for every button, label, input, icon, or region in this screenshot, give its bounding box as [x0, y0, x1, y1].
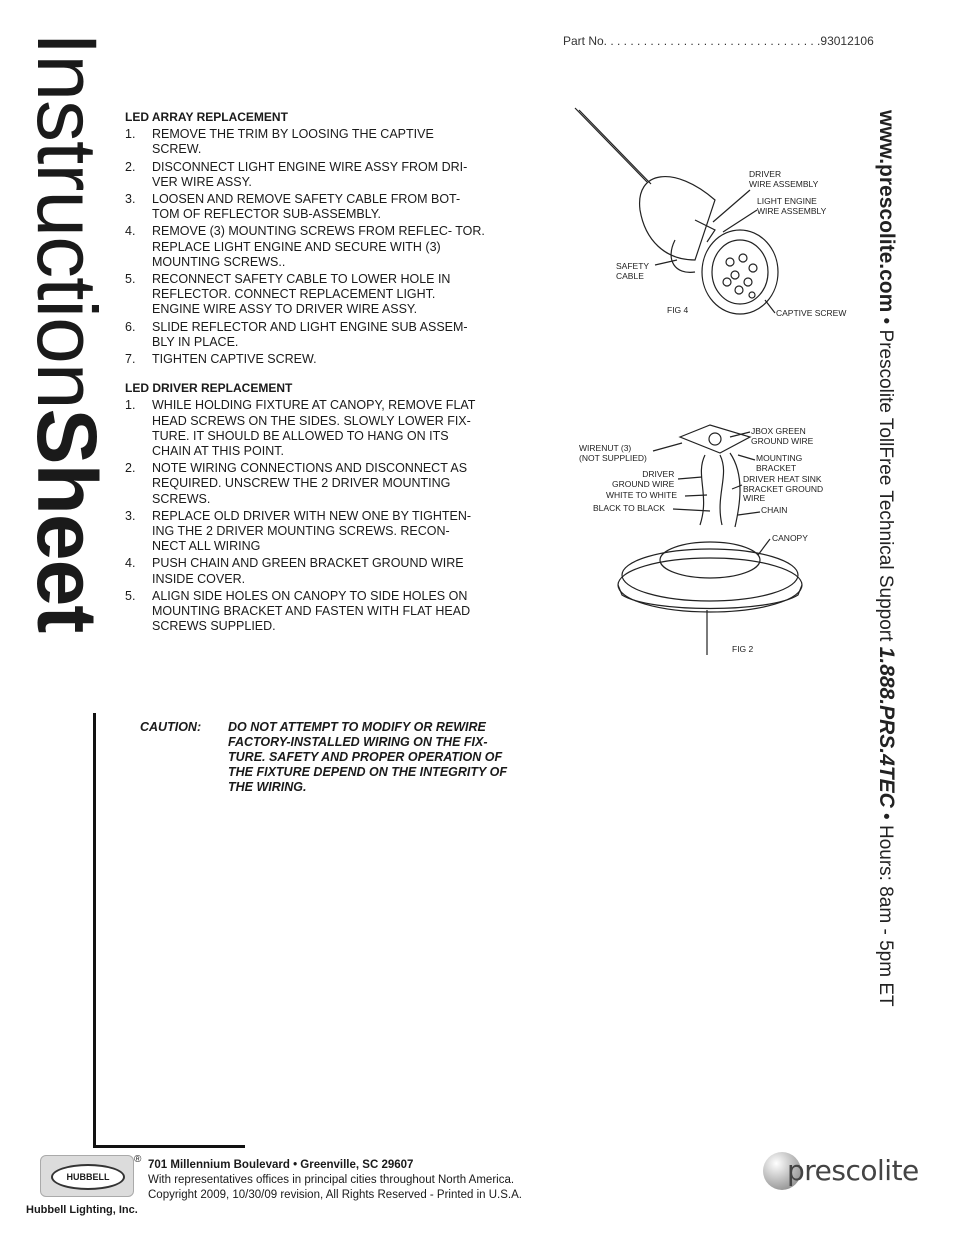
- step-text: PUSH CHAIN AND GREEN BRACKET GROUND WIRE INSIDE COVER.: [152, 556, 464, 586]
- step-number: 1.: [125, 398, 136, 413]
- label-chain: CHAIN: [761, 505, 788, 515]
- step-item: [125, 272, 485, 318]
- banner-word-instruction: Instruction: [20, 32, 114, 409]
- step-text: ALIGN SIDE HOLES ON CANOPY TO SIDE HOLES ON MOUNTING BRACKET AND FASTEN WITH FLAT HEAD SCREWS SUPPLIED.: [152, 588, 471, 634]
- suspension-cable: [575, 108, 647, 182]
- step-number: 2.: [125, 461, 136, 476]
- led: [735, 286, 743, 294]
- step-number: 3.: [125, 192, 136, 207]
- step-number: 4.: [125, 556, 136, 571]
- figure-2-caption: FIG 2: [732, 644, 754, 654]
- label-canopy: CANOPY: [772, 533, 808, 543]
- chain-wire: [730, 453, 740, 527]
- step-text: REMOVE THE TRIM BY LOOSING THE CAPTIVE SCREW.: [152, 127, 434, 157]
- frame-vertical-rule: [93, 713, 96, 1148]
- led: [723, 278, 731, 286]
- step-item: [125, 461, 485, 507]
- hubbell-logo: [40, 1155, 134, 1197]
- label-wirenut: WIRENUT (3) (NOT SUPPLIED): [579, 443, 647, 463]
- footer-address: 701 Millennium Boulevard • Greenville, SC 29607: [148, 1159, 414, 1171]
- label-white-to-white: WHITE TO WHITE: [606, 490, 677, 500]
- website-url[interactable]: www.prescolite.com: [875, 110, 898, 313]
- prescolite-logo: [763, 1150, 919, 1195]
- instructions: [125, 110, 485, 637]
- step-text: NOTE WIRING CONNECTIONS AND DISCONNECT AS REQUIRED. UNSCREW THE 2 DRIVER MOUNTING SCREWS.: [152, 461, 468, 506]
- canopy-rim: [618, 558, 802, 612]
- footer-address-block: [148, 1158, 522, 1203]
- step-item: [125, 352, 485, 367]
- leader-black: [673, 509, 710, 511]
- bullet-separator: •: [875, 312, 896, 330]
- label-mounting-bracket: MOUNTING BRACKET: [756, 453, 803, 473]
- part-number-line: [563, 34, 874, 48]
- hubbell-company-name: Hubbell Lighting, Inc.: [26, 1204, 138, 1216]
- driver-wire: [720, 455, 724, 525]
- step-text: LOOSEN AND REMOVE SAFETY CABLE FROM BOT- TOM OF REFLECTOR SUB-ASSEMBLY.: [152, 192, 461, 222]
- caution-text: DO NOT ATTEMPT TO MODIFY OR REWIRE FACTORY-INSTALLED WIRING ON THE FIX- TURE. SAFETY AND PROPER OPERATION OF THE FIXTURE DEPEND ON THE INTEGRITY OF THE WIRING.: [228, 720, 507, 794]
- label-captive-screw: CAPTIVE SCREW: [776, 308, 847, 318]
- step-item: [125, 160, 485, 190]
- led: [739, 254, 747, 262]
- step-number: 5.: [125, 272, 136, 287]
- figure-4-pendant: [565, 100, 855, 330]
- step-number: 1.: [125, 127, 136, 142]
- banner-word-sheet: Sheet: [20, 408, 114, 633]
- leader-captive-screw: [765, 300, 775, 313]
- step-text: RECONNECT SAFETY CABLE TO LOWER HOLE IN REFLECTOR. CONNECT REPLACEMENT LIGHT. ENGINE WIRE ASSY TO DRIVER WIRE ASSY.: [152, 272, 451, 317]
- footer-copyright: Copyright 2009, 10/30/09 revision, All Rights Reserved - Printed in U.S.A.: [148, 1189, 522, 1201]
- label-driver-wire-assembly: DRIVER WIRE ASSEMBLY: [749, 169, 819, 189]
- leader-light-engine: [723, 210, 757, 232]
- led: [749, 292, 755, 298]
- step-item: [125, 192, 485, 222]
- led: [726, 258, 734, 266]
- label-light-engine-wire-assembly: LIGHT ENGINE WIRE ASSEMBLY: [757, 196, 827, 216]
- support-phone: 1.888.PRS.4TEC: [875, 646, 898, 808]
- label-driver-ground-wire: DRIVER GROUND WIRE: [612, 469, 675, 489]
- step-text: TIGHTEN CAPTIVE SCREW.: [152, 352, 317, 367]
- led-array-title: LED ARRAY REPLACEMENT: [125, 110, 288, 124]
- banner-title: [22, 32, 112, 632]
- registered-mark: ®: [134, 1154, 142, 1165]
- leader-chain: [738, 512, 760, 515]
- step-item: [125, 320, 485, 350]
- led: [744, 278, 752, 286]
- label-safety-cable: SAFETY CABLE: [616, 261, 650, 281]
- step-number: 4.: [125, 224, 136, 239]
- step-number: 7.: [125, 352, 136, 367]
- leader-driver-ground: [678, 477, 702, 479]
- leader-driver: [713, 190, 750, 222]
- part-number-label: Part No.: [563, 34, 608, 48]
- label-jbox-green-ground-wire: JBOX GREEN GROUND WIRE: [751, 426, 814, 446]
- led: [731, 271, 739, 279]
- step-item: [125, 224, 485, 270]
- step-item: [125, 556, 485, 586]
- support-strip: [866, 110, 906, 1160]
- step-text: REMOVE (3) MOUNTING SCREWS FROM REFLEC- TOR. REPLACE LIGHT ENGINE AND SECURE WITH (3) MOUNTING SCREWS..: [152, 224, 485, 269]
- led-array-steps: [125, 127, 485, 367]
- label-driver-heat-sink-ground-wire: DRIVER HEAT SINK BRACKET GROUND WIRE: [743, 474, 824, 503]
- support-hours: Hours: 8am - 5pm ET: [875, 825, 896, 1007]
- step-text: SLIDE REFLECTOR AND LIGHT ENGINE SUB ASSEM- BLY IN PLACE.: [152, 319, 468, 349]
- instruction-sheet-banner: [22, 32, 112, 732]
- step-item: [125, 509, 485, 555]
- leader-wirenut: [653, 443, 682, 451]
- leader-canopy: [758, 539, 770, 555]
- footer-representatives: With representatives offices in principal cities throughout North America.: [148, 1174, 515, 1186]
- part-number-value: 93012106: [820, 34, 874, 48]
- step-text: REPLACE OLD DRIVER WITH NEW ONE BY TIGHTEN- ING THE 2 DRIVER MOUNTING SCREWS. RECON- NECT ALL WIRING: [152, 508, 472, 554]
- frame-horizontal-rule: [93, 1145, 245, 1148]
- step-item: [125, 589, 485, 635]
- driver-wire: [700, 455, 705, 525]
- hubbell-logo-mark: HUBBELL: [51, 1164, 125, 1190]
- label-black-to-black: BLACK TO BLACK: [593, 503, 665, 513]
- support-label: Prescolite TollFree Technical Support: [875, 329, 896, 647]
- caution-notice: [140, 720, 520, 795]
- figure-4-caption: FIG 4: [667, 305, 689, 315]
- figure-2-canopy: [570, 415, 860, 665]
- leader-bracket: [738, 455, 755, 460]
- step-item: [125, 127, 485, 157]
- canopy-top: [622, 549, 798, 601]
- step-number: 5.: [125, 588, 136, 603]
- step-number: 3.: [125, 508, 136, 523]
- step-item: [125, 398, 485, 459]
- step-number: 2.: [125, 159, 136, 174]
- bullet-separator: •: [875, 807, 896, 825]
- jbox-hole: [709, 433, 721, 445]
- step-text: WHILE HOLDING FIXTURE AT CANOPY, REMOVE FLAT HEAD SCREWS ON THE SIDES. SLOWLY LOWER FIX- TURE. IT SHOULD BE ALLOWED TO HANG ON ITS CHAIN AT THIS POINT.: [152, 398, 476, 459]
- part-number-leader: . . . . . . . . . . . . . . . . . . . . . . . . . . . . . . . .: [607, 34, 821, 48]
- step-text: DISCONNECT LIGHT ENGINE WIRE ASSY FROM DRI- VER WIRE ASSY.: [152, 159, 468, 189]
- support-strip-text: [865, 110, 906, 1007]
- canopy-base: [618, 585, 802, 609]
- prescolite-wordmark: prescolite: [787, 1154, 919, 1187]
- pendant-housing: [640, 177, 715, 260]
- mounting-bracket: [680, 425, 750, 453]
- led-driver-title: LED DRIVER REPLACEMENT: [125, 381, 293, 396]
- step-number: 6.: [125, 319, 136, 334]
- caution-label: CAUTION:: [140, 720, 202, 734]
- led-driver-steps: [125, 398, 485, 634]
- led: [749, 264, 757, 272]
